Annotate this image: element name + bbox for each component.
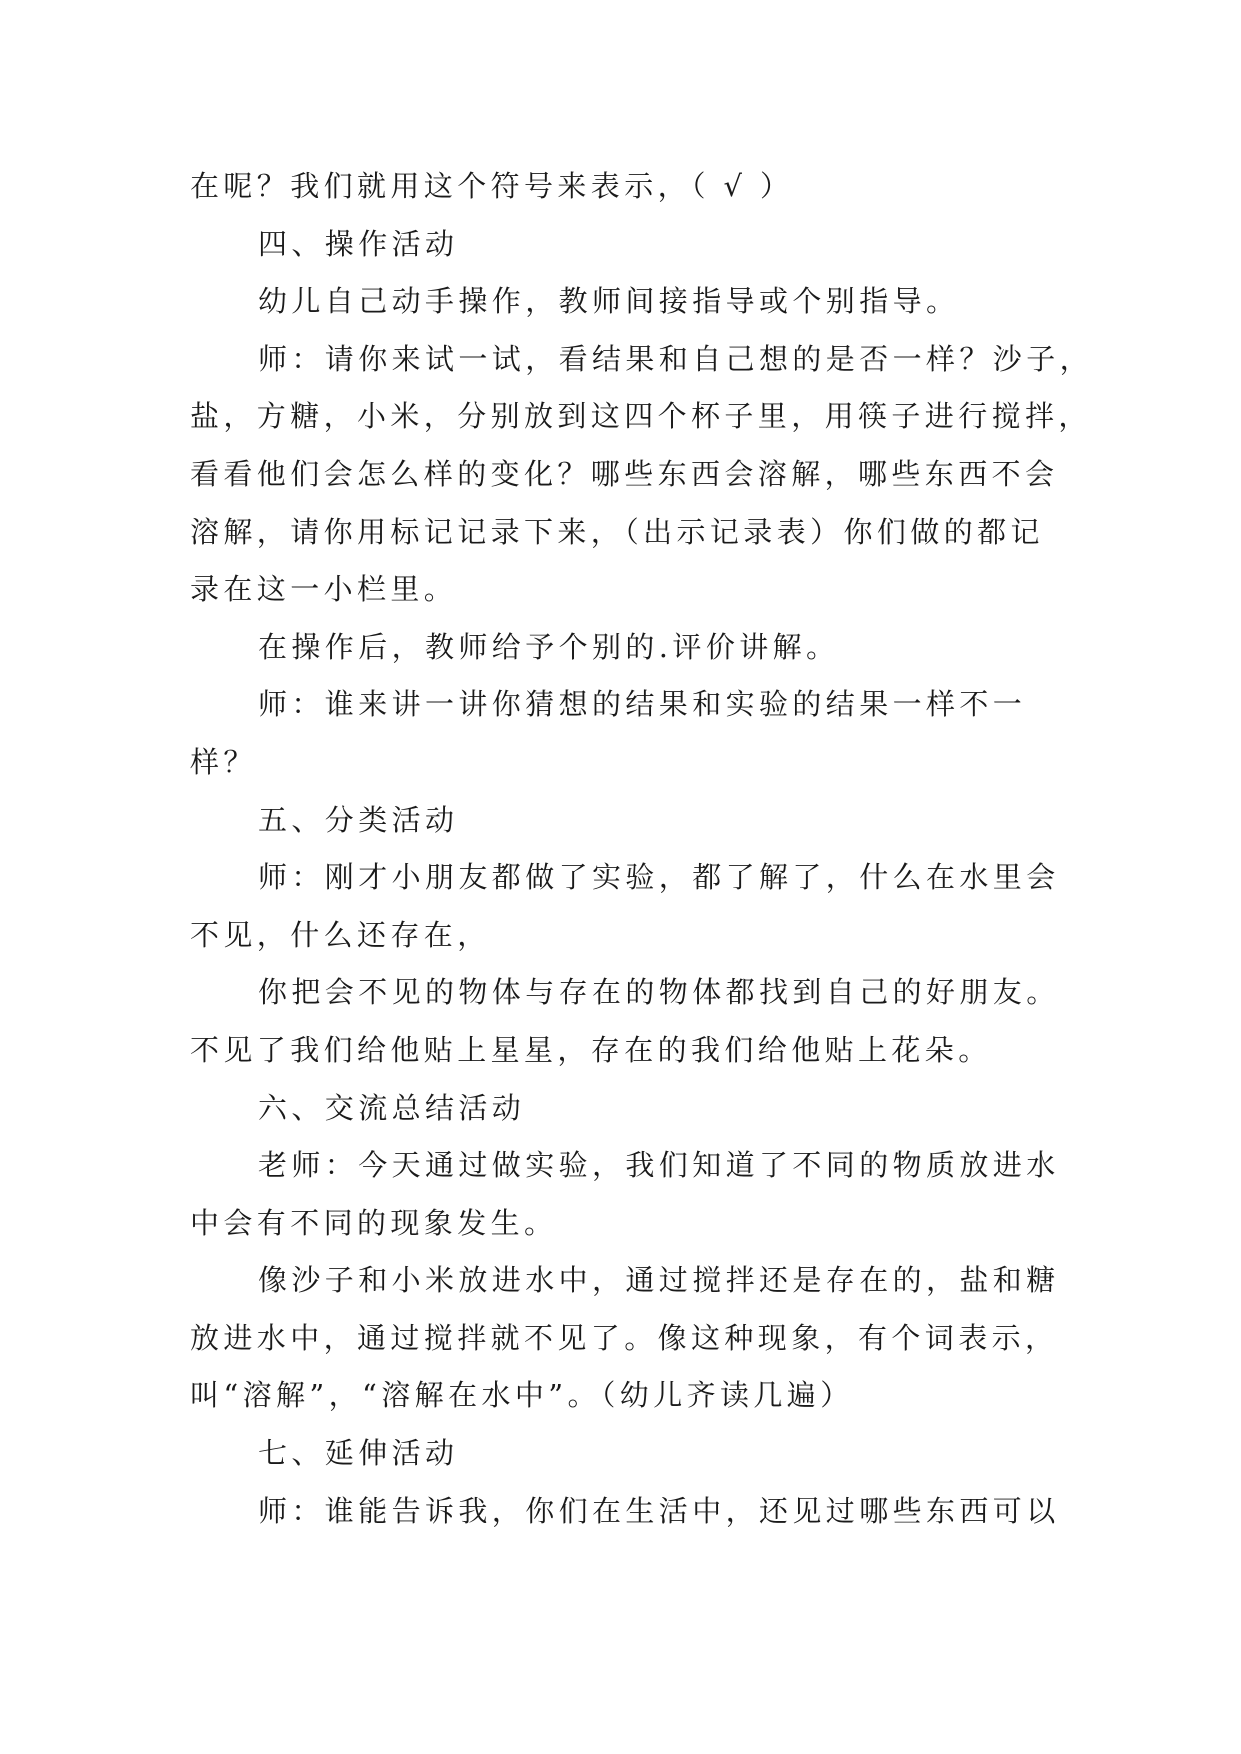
text-line: 师：刚才小朋友都做了实验，都了解了，什么在水里会 [258, 860, 1060, 895]
text-line: 不见了我们给他贴上星星，存在的我们给他贴上花朵。 [190, 1032, 992, 1067]
section-heading: 五、分类活动 [258, 802, 459, 837]
text-line: 不见，什么还存在， [190, 917, 491, 952]
text-line: 幼儿自己动手操作，教师间接指导或个别指导。 [258, 284, 960, 319]
section-heading: 四、操作活动 [258, 226, 459, 261]
text-line: 师：谁能告诉我，你们在生活中，还见过哪些东西可以 [258, 1493, 1060, 1528]
text-line: 在操作后，教师给予个别的.评价讲解。 [258, 629, 840, 664]
section-heading: 六、交流总结活动 [258, 1090, 526, 1125]
text-line: 录在这一小栏里。 [190, 572, 458, 607]
text-line: 你把会不见的物体与存在的物体都找到自己的好朋友。 [258, 975, 1060, 1010]
text-line: 老师：今天通过做实验，我们知道了不同的物质放进水 [258, 1148, 1060, 1183]
text-line: 像沙子和小米放进水中，通过搅拌还是存在的，盐和糖 [258, 1263, 1060, 1298]
text-line: 看看他们会怎么样的变化？哪些东西会溶解，哪些东西不会 [190, 456, 1059, 491]
text-line: 叫“溶解”，“溶解在水中”。（幼儿齐读几遍） [190, 1378, 854, 1413]
document-body [190, 158, 1094, 1540]
text-line: 在呢？我们就用这个符号来表示，（ √ ） [190, 169, 794, 203]
text-line: 中会有不同的现象发生。 [190, 1205, 558, 1240]
text-line: 样？ [190, 744, 257, 779]
section-heading: 七、延伸活动 [258, 1436, 459, 1471]
text-line: 盐，方糖，小米，分别放到这四个杯子里，用筷子进行搅拌， [190, 399, 1092, 434]
text-line: 溶解，请你用标记记录下来，（出示记录表）你们做的都记 [190, 514, 1044, 549]
text-line: 放进水中，通过搅拌就不见了。像这种现象，有个词表示， [190, 1320, 1059, 1355]
text-line: 师：请你来试一试，看结果和自己想的是否一样？沙子， [258, 341, 1094, 376]
text-line: 师：谁来讲一讲你猜想的结果和实验的结果一样不一 [258, 687, 1027, 722]
